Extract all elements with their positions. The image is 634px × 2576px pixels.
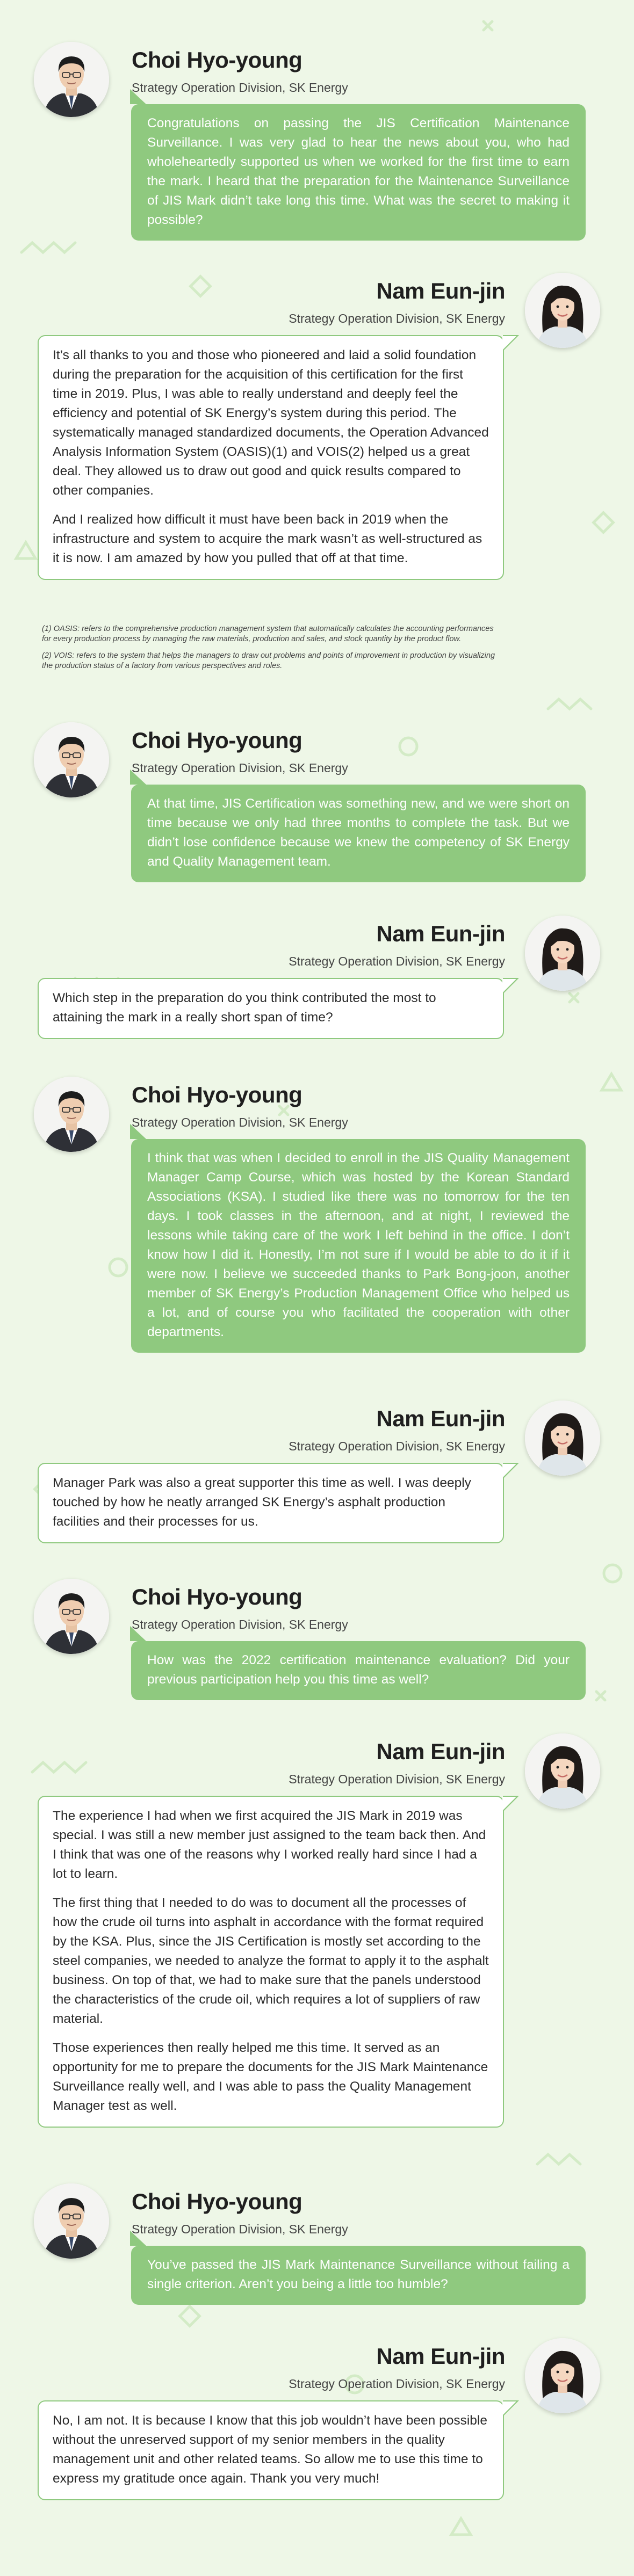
speech-bubble (38, 1796, 504, 2128)
avatar-choi (34, 1579, 109, 1654)
woman-portrait-icon (525, 1733, 600, 1809)
speaker-role: Strategy Operation Division, SK Energy (289, 2377, 505, 2391)
turn-8 (0, 1733, 634, 2113)
turn-4 (0, 916, 634, 1025)
turn-7 (0, 1579, 634, 1687)
speaker-role: Strategy Operation Division, SK Energy (132, 2222, 348, 2236)
woman-portrait-icon (525, 2338, 600, 2413)
man-portrait-icon (34, 1077, 109, 1152)
speaker-name: Choi Hyo-young (132, 1584, 302, 1609)
avatar-choi (34, 2183, 109, 2259)
speaker-name: Nam Eun-jin (376, 2343, 505, 2369)
turn-5 (0, 1077, 634, 1339)
man-portrait-icon (34, 722, 109, 797)
bubble-paragraph: Those experiences then really helped me this time. It served as an opportunity for me to prepare the documents for the JIS Mark Maintenance Surveillance really well, and I was able to pass the Quality Management Manager test as well. (53, 2041, 488, 2113)
speaker-name: Nam Eun-jin (376, 278, 505, 303)
bubble-paragraph: I think that was when I decided to enroll in the JIS Quality Management Manager Camp Course, which was hosted by the Korean Standard Associations (KSA). I studied like there was no tomorrow for the ten days. I took classes in the afternoon, and at night, I reviewed the lessons while taking care of the work I left behind in the office. I don’t know how I did it. Honestly, I’m not sure if I would be able to do it if it were now. I believe we succeeded thanks to Park Bong-joon, another member of SK Energy’s Production Management Office who helped us a lot, and of course you who facilitated the cooperation with other departments. (147, 1151, 570, 1339)
speech-bubble (38, 335, 504, 580)
woman-portrait-icon (525, 1401, 600, 1476)
speaker-name: Choi Hyo-young (132, 2189, 302, 2214)
avatar-nam (525, 2338, 600, 2413)
turn-10 (0, 2338, 634, 2486)
footnotes (42, 624, 499, 678)
man-portrait-icon (34, 2183, 109, 2259)
avatar-choi (34, 1077, 109, 1152)
avatar-choi (34, 42, 109, 117)
bubble-paragraph: How was the 2022 certification maintenance evaluation? Did your previous participation help you this time as well? (147, 1653, 570, 1687)
speech-bubble (131, 785, 586, 882)
speech-bubble (38, 2400, 504, 2500)
turn-1 (0, 42, 634, 227)
bubble-paragraph: Manager Park was also a great supporter this time as well. I was deeply touched by how he neatly arranged SK Energy’s asphalt production facilities and their processes for us. (53, 1476, 471, 1529)
speaker-name: Nam Eun-jin (376, 1406, 505, 1431)
speaker-role: Strategy Operation Division, SK Energy (132, 81, 348, 95)
man-portrait-icon (34, 42, 109, 117)
speaker-name: Choi Hyo-young (132, 1082, 302, 1107)
woman-portrait-icon (525, 916, 600, 991)
turn-9 (0, 2183, 634, 2291)
speech-bubble (38, 978, 504, 1039)
turn-6 (0, 1401, 634, 1529)
bubble-paragraph: The first thing that I needed to do was to document all the processes of how the crude oil turns into asphalt in accordance with the format required by the KSA. Plus, since the JIS Certification is mostly set according to the steel companies, we needed to analyze the format to apply it to the asphalt business. On top of that, we had to make sure that the panels understood the characteristics of the crude oil, which requires a lot of suppliers of raw material. (53, 1896, 489, 2026)
speech-bubble (131, 2246, 586, 2305)
speech-bubble (38, 1463, 504, 1543)
speech-bubble (131, 1641, 586, 1700)
bubble-paragraph: Which step in the preparation do you think contributed the most to attaining the mark in a really short span of time? (53, 991, 436, 1025)
bubble-paragraph: Congratulations on passing the JIS Certification Maintenance Surveillance. I was very glad to hear the news about you, who had wholeheartedly supported us when we worked for the first time to earn the mark. I heard that the preparation for the Maintenance Surveillance of JIS Mark didn’t take long this time. What was the secret to making it possible? (147, 116, 570, 227)
speaker-role: Strategy Operation Division, SK Energy (132, 1617, 348, 1631)
speaker-role: Strategy Operation Division, SK Energy (132, 761, 348, 775)
avatar-choi (34, 722, 109, 797)
speaker-role: Strategy Operation Division, SK Energy (132, 1115, 348, 1129)
avatar-nam (525, 1401, 600, 1476)
speaker-role: Strategy Operation Division, SK Energy (289, 954, 505, 968)
turn-3 (0, 722, 634, 869)
bubble-paragraph: At that time, JIS Certification was something new, and we were short on time because we only had three months to complete the task. But we didn’t lose confidence because we knew the competency of SK Energy and Quality Management team. (147, 796, 570, 869)
speaker-role: Strategy Operation Division, SK Energy (289, 311, 505, 325)
bubble-paragraph: You’ve passed the JIS Mark Maintenance Surveillance without failing a single criterion. Aren’t you being a little too humble? (147, 2258, 570, 2291)
speech-bubble (131, 1139, 586, 1353)
man-portrait-icon (34, 1579, 109, 1654)
woman-portrait-icon (525, 273, 600, 348)
avatar-nam (525, 273, 600, 348)
avatar-nam (525, 916, 600, 991)
speaker-name: Nam Eun-jin (376, 1739, 505, 1764)
footnote: (1) OASIS: refers to the comprehensive production management system that automatically calculates the accounting performances for every production process by managing the raw materials, production and sales, and stock quantity by the product flow. (42, 625, 494, 643)
turn-2 (0, 273, 634, 565)
bubble-paragraph: And I realized how difficult it must have been back in 2019 when the infrastructure and system to acquire the mark wasn’t as well-structured as it is now. I am amazed by how you pulled that off at that time. (53, 512, 482, 565)
bubble-paragraph: It’s all thanks to you and those who pioneered and laid a solid foundation during the preparation for the acquisition of this certification for the first time in 2019. Plus, I was able to really understand and deeply feel the efficiency and potential of SK Energy’s system during this period. The systematically managed standardized documents, the Operation Advanced Analysis Information System (OASIS)(1) and VOIS(2) helped us a great deal. They allowed us to draw out good and quick results compared to other companies. (53, 348, 489, 498)
footnote: (2) VOIS: refers to the system that helps the managers to draw out problems and points of improvement in production by visualizing the production status of a factory from various perspectives and roles. (42, 651, 495, 670)
avatar-nam (525, 1733, 600, 1809)
speaker-name: Nam Eun-jin (376, 921, 505, 946)
speaker-role: Strategy Operation Division, SK Energy (289, 1772, 505, 1786)
speaker-name: Choi Hyo-young (132, 728, 302, 753)
speaker-role: Strategy Operation Division, SK Energy (289, 1439, 505, 1453)
speaker-name: Choi Hyo-young (132, 47, 302, 72)
bubble-paragraph: No, I am not. It is because I know that this job wouldn’t have been possible without the unreserved support of my senior members in the quality management unit and other related teams. So allow me to use this time to express my gratitude once again. Thank you very much! (53, 2413, 487, 2486)
bubble-paragraph: The experience I had when we first acquired the JIS Mark in 2019 was special. I was still a new member just assigned to the team back then. And I think that was one of the reasons why I worked really hard since I had a lot to learn. (53, 1809, 486, 1881)
speech-bubble (131, 104, 586, 241)
